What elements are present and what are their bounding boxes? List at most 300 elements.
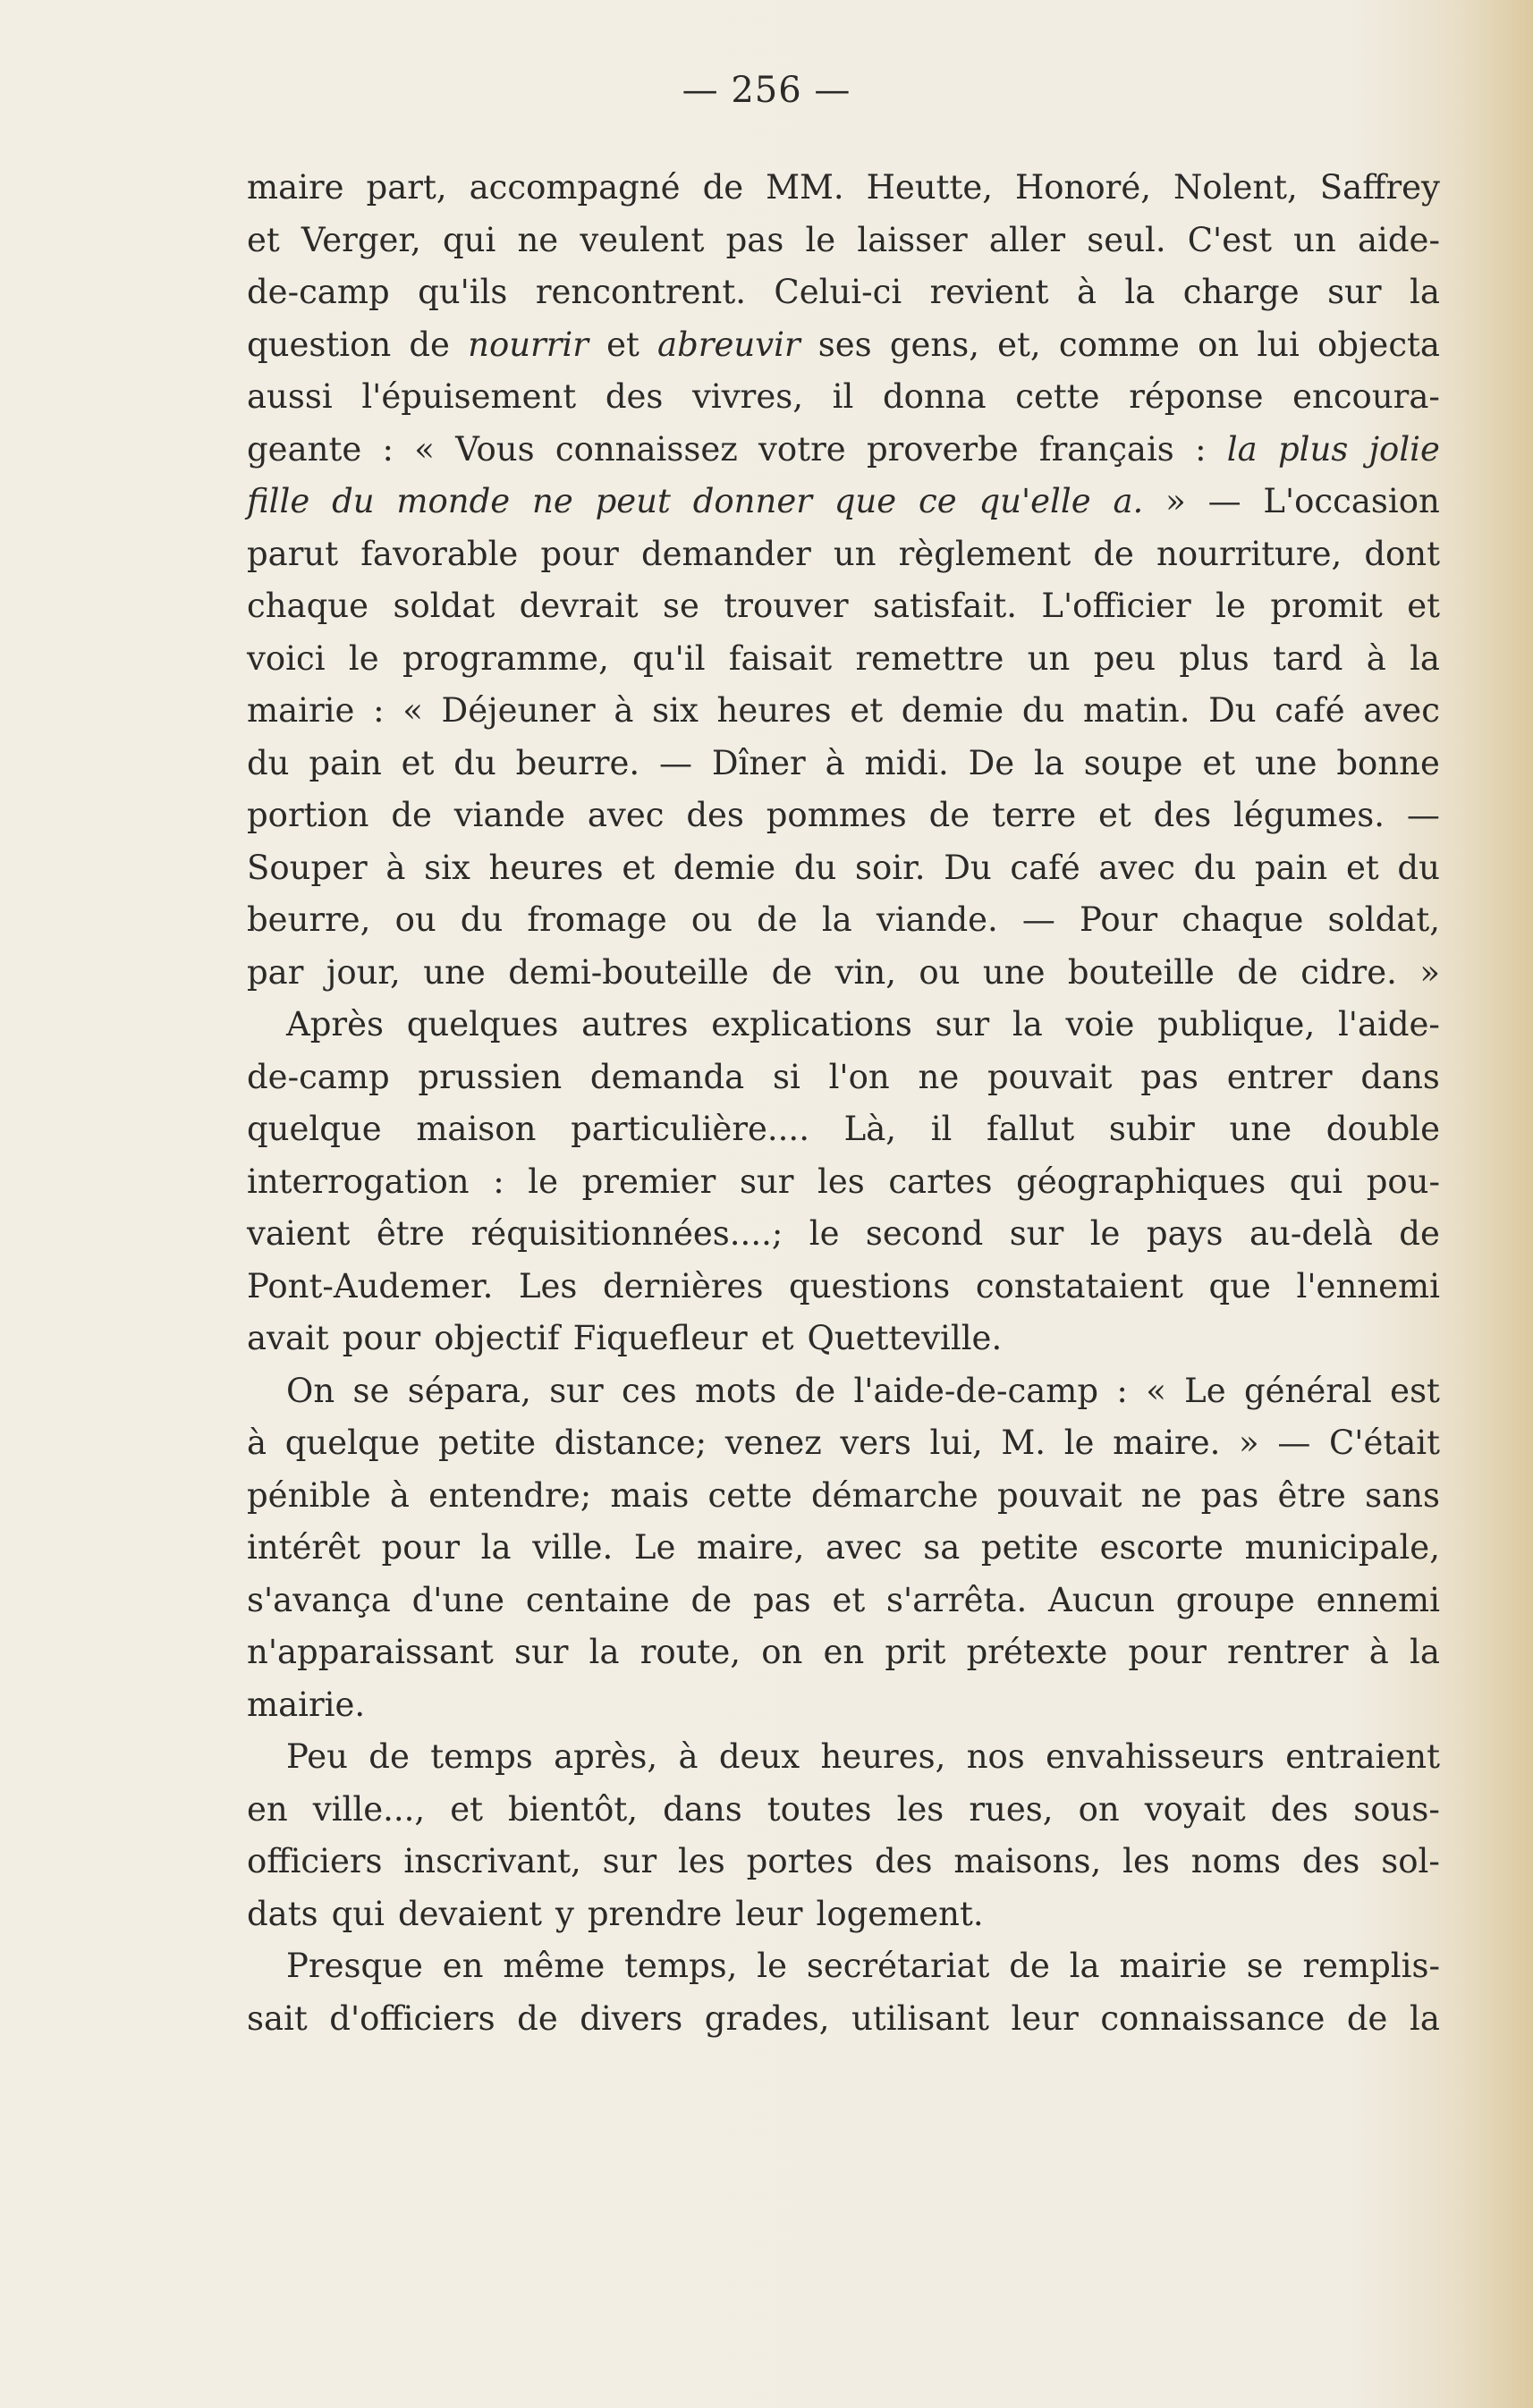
- word: légumes.: [1233, 796, 1385, 834]
- word: à: [678, 1737, 699, 1776]
- word: petite: [438, 1424, 537, 1462]
- word: devaient: [397, 1894, 542, 1933]
- word: Les: [518, 1266, 578, 1305]
- word: entrer: [1226, 1057, 1333, 1096]
- word: sur: [1327, 273, 1382, 311]
- word: qu'ils: [418, 273, 508, 311]
- word: ou: [919, 952, 961, 992]
- word: la: [1012, 1005, 1043, 1043]
- word: quelques: [406, 1005, 559, 1043]
- word: quelque: [284, 1424, 420, 1462]
- word: maire,: [697, 1528, 805, 1567]
- word: ne: [918, 1057, 960, 1096]
- word: d'une: [411, 1580, 505, 1619]
- text-line: [247, 947, 1440, 1000]
- word: demie: [673, 848, 776, 887]
- word: pouvait: [987, 1057, 1113, 1096]
- word: pas: [1200, 1475, 1259, 1515]
- word: objectif: [434, 1319, 560, 1357]
- word: peu: [1093, 638, 1156, 678]
- word: pour: [1128, 1633, 1207, 1671]
- word: de-camp: [247, 1057, 390, 1096]
- text-line: [247, 424, 1440, 477]
- word: et: [622, 848, 656, 887]
- word: :: [373, 691, 385, 730]
- word: chaque: [1182, 900, 1304, 939]
- word: Nolent,: [1173, 168, 1298, 207]
- word: être: [376, 1214, 445, 1253]
- word: chaque: [247, 587, 369, 625]
- word: fille: [247, 482, 310, 520]
- word: la: [480, 1528, 512, 1567]
- word: dernières: [603, 1266, 764, 1305]
- word: et: [1097, 796, 1131, 834]
- body-text: [247, 162, 1440, 2045]
- word: explications: [711, 1005, 912, 1043]
- word: pays: [1146, 1214, 1224, 1253]
- word: que: [1208, 1266, 1271, 1305]
- word: voie: [1065, 1005, 1135, 1043]
- word: gens,: [889, 325, 979, 364]
- word: officiers: [247, 1842, 383, 1880]
- word: votre: [758, 429, 846, 469]
- word: le: [805, 220, 836, 259]
- word: :: [1116, 1371, 1128, 1410]
- word: de: [757, 900, 798, 939]
- word: d'officiers: [329, 1998, 495, 2038]
- word: sur: [935, 1005, 990, 1043]
- word: Du: [944, 848, 992, 887]
- word: bonne: [1336, 743, 1440, 782]
- word: maire.: [1113, 1424, 1221, 1462]
- word: Souper: [247, 848, 368, 887]
- word: démarche: [810, 1475, 978, 1515]
- word: abreuvir: [657, 325, 800, 364]
- word: une: [423, 952, 486, 992]
- word: qui: [331, 1894, 385, 1933]
- word: maisons,: [953, 1842, 1102, 1880]
- word: du: [460, 900, 504, 939]
- word: M.: [1001, 1424, 1046, 1462]
- word: la: [1069, 1947, 1100, 1985]
- word: MM.: [766, 168, 844, 207]
- word: sur: [513, 1633, 569, 1671]
- word: du: [1021, 691, 1065, 730]
- word: en: [823, 1633, 865, 1671]
- word: on: [761, 1633, 803, 1671]
- word: vaient: [247, 1214, 351, 1253]
- word: part,: [366, 168, 447, 207]
- word: du: [247, 743, 290, 782]
- word: pour: [381, 1528, 461, 1567]
- word: mairie: [1119, 1947, 1227, 1985]
- word: secrétariat: [806, 1947, 990, 1985]
- word: sans: [1365, 1475, 1440, 1515]
- word: pain: [309, 743, 382, 782]
- word: le: [809, 1214, 840, 1253]
- word: maire: [247, 168, 344, 207]
- word: à: [614, 691, 634, 730]
- word: de: [794, 1371, 836, 1410]
- word: ou: [394, 900, 436, 939]
- word: à: [1368, 1633, 1389, 1671]
- word: une: [1254, 743, 1317, 782]
- word: monde: [396, 482, 511, 520]
- word: qu'elle: [978, 482, 1091, 520]
- word: prétexte: [966, 1633, 1108, 1671]
- word: de: [1399, 1214, 1440, 1253]
- word: sous-: [1353, 1789, 1440, 1829]
- word: ennemi: [1316, 1580, 1440, 1619]
- word: réquisitionnées....;: [470, 1214, 783, 1253]
- word: un: [1027, 638, 1071, 678]
- word: Déjeuner: [441, 691, 596, 730]
- word: heures,: [820, 1737, 946, 1776]
- word: pas: [725, 220, 784, 259]
- word: «: [1146, 1371, 1166, 1410]
- word: dans: [663, 1789, 742, 1829]
- word: de: [702, 168, 744, 207]
- word: des: [686, 796, 744, 834]
- word: s'arrêta.: [886, 1580, 1028, 1619]
- word: des: [605, 377, 664, 416]
- word: viande: [453, 796, 565, 834]
- word: donner: [692, 482, 812, 520]
- word: heures: [716, 691, 832, 730]
- word: que: [834, 482, 897, 520]
- word: escorte: [1099, 1528, 1224, 1567]
- word: avec: [1098, 848, 1175, 887]
- word: être: [1277, 1475, 1346, 1515]
- word: ses: [817, 325, 872, 364]
- word: sur: [549, 1371, 604, 1410]
- word: laisser: [857, 220, 968, 259]
- word: il: [930, 1110, 953, 1148]
- word: prussien: [418, 1057, 563, 1096]
- word: se: [663, 587, 699, 625]
- word: il: [832, 377, 854, 416]
- word: questions: [789, 1266, 951, 1305]
- word: la: [1034, 743, 1064, 782]
- word: à: [389, 1475, 410, 1515]
- word: intérêt: [247, 1528, 360, 1567]
- word: de-camp: [247, 273, 390, 311]
- word: devrait: [519, 587, 639, 625]
- word: Pont-Audemer.: [247, 1266, 494, 1305]
- word: seul.: [1087, 220, 1166, 259]
- word: de: [1346, 1998, 1388, 2038]
- word: mots: [694, 1371, 777, 1410]
- word: »: [1165, 482, 1186, 520]
- word: particulière....: [571, 1110, 809, 1148]
- word: les: [896, 1789, 944, 1829]
- word: les: [817, 1162, 865, 1201]
- word: plus: [1277, 429, 1349, 469]
- word: la: [1409, 1998, 1440, 2038]
- word: peut: [595, 482, 671, 520]
- word: le: [757, 1947, 787, 1985]
- word: inscrivant,: [403, 1842, 581, 1880]
- word: voyait: [1144, 1789, 1246, 1829]
- word: midi.: [864, 743, 949, 782]
- word: l'on: [828, 1057, 890, 1096]
- word: »: [1239, 1424, 1259, 1462]
- word: C'est: [1187, 220, 1272, 259]
- word: Le: [1184, 1371, 1226, 1410]
- word: nourriture,: [1156, 534, 1342, 573]
- word: —: [1021, 900, 1055, 939]
- text-line: [247, 1731, 1440, 1784]
- word: C'était: [1328, 1424, 1440, 1462]
- word: et,: [997, 325, 1041, 364]
- word: Après: [286, 1005, 384, 1043]
- text-line: [247, 1575, 1440, 1627]
- text-line: [247, 162, 1440, 215]
- word: le: [1089, 1214, 1121, 1253]
- word: ce: [919, 482, 957, 520]
- word: soldat,: [1327, 900, 1440, 939]
- word: la: [1409, 1633, 1440, 1671]
- word: connaissance: [1100, 1998, 1325, 2038]
- word: beurre.: [515, 743, 640, 782]
- word: du: [1397, 848, 1440, 887]
- word: charge: [1182, 273, 1300, 311]
- word: dats: [247, 1894, 318, 1933]
- word: second: [865, 1214, 984, 1253]
- word: faisait: [728, 638, 833, 678]
- word: double: [1325, 1110, 1440, 1148]
- word: cartes: [888, 1162, 993, 1201]
- word: Honoré,: [1015, 168, 1151, 207]
- word: avec: [1363, 691, 1440, 730]
- word: on: [1078, 1789, 1120, 1829]
- word: prit: [885, 1633, 946, 1671]
- word: du: [332, 482, 375, 520]
- word: —: [658, 743, 692, 782]
- word: —: [1277, 1424, 1311, 1462]
- word: «: [402, 691, 423, 730]
- word: distance;: [554, 1424, 707, 1462]
- word: cette: [707, 1475, 792, 1515]
- word: six: [652, 691, 699, 730]
- word: de: [409, 325, 450, 364]
- word: cette: [1015, 377, 1100, 416]
- word: divers: [580, 1998, 683, 2038]
- word: pas: [1140, 1057, 1198, 1096]
- word: la: [1226, 429, 1258, 469]
- word: sur: [602, 1842, 657, 1880]
- word: parut: [247, 534, 339, 573]
- text-line: [247, 842, 1440, 895]
- text-line: [247, 1208, 1440, 1261]
- word: quelque: [247, 1110, 382, 1148]
- word: subir: [1108, 1110, 1195, 1148]
- word: On: [286, 1371, 335, 1410]
- text-line: [247, 528, 1440, 581]
- word: :: [382, 429, 394, 469]
- word: Fiquefleur: [572, 1319, 748, 1357]
- word: si: [773, 1057, 800, 1096]
- text-line: [247, 1417, 1440, 1470]
- word: plus: [1179, 638, 1249, 678]
- text-line: [247, 1052, 1440, 1104]
- word: favorable: [360, 534, 519, 573]
- word: jolie: [1368, 429, 1440, 469]
- word: avec: [825, 1528, 902, 1567]
- text-line: [247, 1679, 1440, 1732]
- text-line: [247, 1836, 1440, 1888]
- word: Aucun: [1048, 1580, 1155, 1619]
- word: règlement: [898, 534, 1071, 573]
- word: général: [1243, 1371, 1372, 1410]
- word: géographiques: [1016, 1162, 1266, 1201]
- word: est: [1390, 1371, 1440, 1410]
- word: ne: [1140, 1475, 1182, 1515]
- word: les: [678, 1842, 725, 1880]
- word: six: [424, 848, 470, 887]
- word: l'ennemi: [1296, 1266, 1440, 1305]
- word: se: [352, 1371, 390, 1410]
- word: au-delà: [1249, 1214, 1373, 1253]
- word: à: [247, 1424, 267, 1462]
- word: sur: [1009, 1214, 1064, 1253]
- text-line: [247, 633, 1440, 686]
- word: à: [1366, 638, 1386, 678]
- word: centaine: [525, 1580, 670, 1619]
- word: voici: [247, 638, 326, 678]
- text-line: [247, 266, 1440, 319]
- word: la: [589, 1633, 620, 1671]
- word: sol-: [1381, 1842, 1440, 1880]
- word: Le: [633, 1528, 676, 1567]
- word: —: [1207, 482, 1241, 520]
- word: un: [833, 534, 877, 573]
- text-line: [247, 738, 1440, 790]
- word: constataient: [975, 1266, 1183, 1305]
- word: remplis-: [1302, 1947, 1440, 1985]
- word: pour: [540, 534, 619, 573]
- word: —: [1406, 796, 1440, 834]
- word: qu'il: [632, 638, 706, 678]
- word: y: [555, 1894, 574, 1933]
- word: terre: [992, 796, 1077, 834]
- word: Heutte,: [866, 168, 994, 207]
- word: et: [832, 1580, 866, 1619]
- word: rentrer: [1227, 1633, 1349, 1671]
- text-line: [247, 999, 1440, 1052]
- word: l'épuisement: [361, 377, 577, 416]
- word: le: [1215, 587, 1246, 625]
- word: fallut: [987, 1110, 1075, 1148]
- text-line: [247, 371, 1440, 424]
- word: on: [1198, 325, 1240, 364]
- word: Vous: [455, 429, 535, 469]
- text-line: [247, 319, 1440, 372]
- word: programme,: [402, 638, 609, 678]
- word: café: [1010, 848, 1080, 887]
- word: la: [1410, 273, 1440, 311]
- text-line: [247, 1261, 1440, 1314]
- word: Là,: [843, 1110, 897, 1148]
- word: une: [1229, 1110, 1292, 1148]
- text-line: [247, 476, 1440, 528]
- word: à: [385, 848, 406, 887]
- word: maison: [416, 1110, 537, 1148]
- word: remettre: [855, 638, 1004, 678]
- word: Pour: [1080, 900, 1158, 939]
- word: après,: [554, 1737, 658, 1776]
- word: Presque: [286, 1947, 423, 1985]
- word: les: [1122, 1842, 1170, 1880]
- word: viande.: [876, 900, 998, 939]
- text-line: [247, 894, 1440, 947]
- word: Dîner: [711, 743, 806, 782]
- word: aide-: [1357, 220, 1440, 259]
- word: des: [1153, 796, 1212, 834]
- text-line: [247, 580, 1440, 633]
- word: qui: [442, 220, 496, 259]
- word: fromage: [527, 900, 667, 939]
- word: pénible: [247, 1475, 371, 1515]
- word: des: [1270, 1789, 1329, 1829]
- word: qui: [1289, 1162, 1343, 1201]
- word: ne: [532, 482, 573, 520]
- word: connaissez: [555, 429, 738, 469]
- word: L'officier: [1041, 587, 1191, 625]
- word: matin.: [1083, 691, 1190, 730]
- word: des: [1301, 1842, 1360, 1880]
- word: route,: [639, 1633, 741, 1671]
- word: demi-bouteille: [508, 952, 750, 992]
- text-line: [247, 1993, 1440, 2046]
- word: prendre: [587, 1894, 723, 1933]
- word: aller: [988, 220, 1066, 259]
- text-line: [247, 1784, 1440, 1837]
- word: Quetteville.: [807, 1319, 1003, 1357]
- word: et: [450, 1789, 483, 1829]
- word: venez: [724, 1424, 822, 1462]
- text-line: [247, 1470, 1440, 1523]
- word: entraient: [1285, 1737, 1440, 1776]
- text-line: [247, 1888, 1440, 1941]
- word: pou-: [1366, 1162, 1440, 1201]
- word: lui: [1257, 325, 1300, 364]
- word: café: [1275, 691, 1345, 730]
- word: «: [414, 429, 435, 469]
- word: ou: [690, 900, 733, 939]
- word: demanda: [589, 1057, 745, 1096]
- word: »: [1419, 952, 1440, 992]
- word: réponse: [1129, 377, 1264, 416]
- word: premier: [581, 1162, 716, 1201]
- word: veulent: [580, 220, 705, 259]
- word: heures: [488, 848, 604, 887]
- word: le: [528, 1162, 558, 1201]
- word: satisfait.: [873, 587, 1017, 625]
- word: comme: [1058, 325, 1180, 364]
- word: mairie.: [247, 1685, 366, 1724]
- word: pas: [752, 1580, 811, 1619]
- word: et: [401, 743, 435, 782]
- word: donna: [882, 377, 987, 416]
- word: grades,: [704, 1998, 830, 2038]
- word: question: [247, 325, 392, 364]
- word: soldat: [393, 587, 495, 625]
- word: rues,: [969, 1789, 1054, 1829]
- word: le: [1063, 1424, 1095, 1462]
- word: ville...,: [312, 1789, 426, 1829]
- word: soupe: [1083, 743, 1183, 782]
